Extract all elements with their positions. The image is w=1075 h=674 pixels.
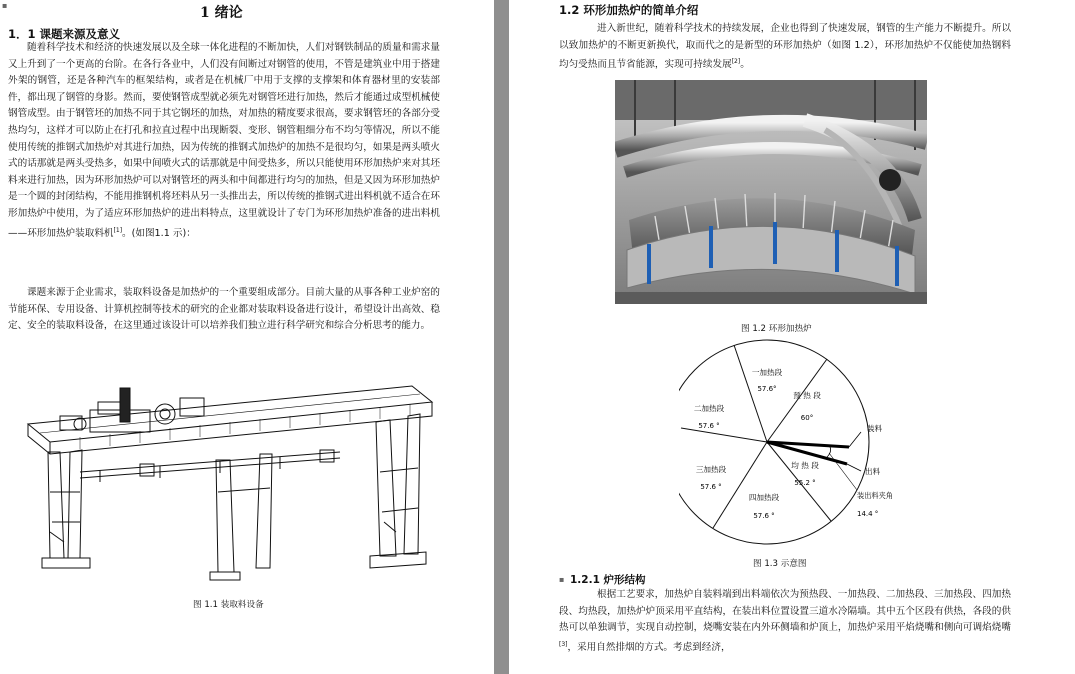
- bullet-icon: ▪: [559, 575, 565, 584]
- segment-label-1: 一加热段: [751, 368, 783, 377]
- paragraph-text: 根据工艺要求，加热炉自装料端到出料端依次为预热段、一加热段、二加热段、三加热段、四加热段、均热段，加热炉炉顶采用平直结构，在装出料位置设置三道水冷隔墙。其中五个区段有供热，各段的供热可以单独调节，实现自动控制，烧嘴安装在内外环侧墙和炉顶上，加热炉采用平焰烧嘴和侧向可调焰烧嘴: [559, 589, 1011, 634]
- reference: [1]: [113, 226, 123, 234]
- right-page: [509, 0, 1075, 674]
- discharge-label: 出料: [865, 467, 881, 476]
- segment-label-2: 预 热 段: [793, 391, 821, 400]
- page-gap: [494, 0, 509, 674]
- section-title: 1.2 环形加热炉的简单介绍: [559, 3, 699, 17]
- segment-angle-3: 55.2 °: [794, 479, 816, 487]
- left-page: [0, 0, 494, 674]
- segment-angle-4: 57.6 °: [753, 512, 775, 520]
- charge-label: 装料: [867, 424, 883, 433]
- paragraph-text: 。: [740, 59, 750, 71]
- segment-angle-1: 57.6°: [757, 385, 777, 393]
- segment-label-4: 四加热段: [748, 493, 780, 502]
- reference: [2]: [731, 58, 741, 66]
- gantry-loader-drawing: [20, 372, 440, 594]
- angle-value: 14.4 °: [857, 510, 879, 518]
- subsection-title: 1.2.1 炉形结构: [570, 574, 646, 586]
- figure-caption: 图 1.1 装取料设备: [193, 600, 264, 610]
- paragraph: [559, 587, 1011, 657]
- paragraph-text: 进入新世纪，随着科学技术的持续发展，企业也得到了快速发展，钢管的生产能力不断提升。所以以致加热炉的不断更新换代，取而代之的是新型的环形加热炉（如图 1.2），环形加热炉不仅能使加热钢料均匀受热而且节省能源，实现可持续发展: [559, 23, 1011, 71]
- segment-diagram: [679, 338, 1019, 550]
- ring-furnace-photo: [615, 80, 927, 304]
- paragraph: [8, 285, 440, 335]
- figure-caption: 图 1.3 示意图: [753, 559, 807, 569]
- chapter-title: 1 绪论: [200, 5, 243, 21]
- segment-label-6: 二加热段: [693, 404, 725, 413]
- paragraph: [8, 40, 440, 242]
- figure-caption: 图 1.2 环形加热炉: [741, 324, 812, 334]
- segment-angle-5: 57.6 °: [700, 483, 722, 491]
- angle-label: 装出料夹角: [857, 491, 893, 500]
- paragraph-text: 随着科学技术和经济的快速发展以及全球一体化进程的不断加快，人们对钢铁制品的质量和需求量又上升到了一个更高的台阶。在各行各业中，人们没有间断过对钢管的使用，不管是建筑业中用于搭建外架的钢管，还是各种汽车的框架结构，或者是在机械厂中用于支撑的支撑架和体育器材里的安装部件，都出现了钢管的身影。然而，要使钢管成型就必须先对钢管坯进行加热，然后才能通过成型机械使钢管成型。由于钢管坯的加热不同于其它钢坯的加热，对加热的精度要求很高，要求钢管坯的各部分受热均匀，这样才可以防止在打孔和拉直过程中出现断裂、变形、钢管粗细分布不均匀等情况，所以不能使用传统的推钢式加热炉对其进行加热，因为传统的推钢式加热炉的加热不是很均匀，如果是两头喷火式的话那就是两头受热多，如果中间喷火式的话那就是中间受热多，所以只能使用环形加热炉来对其坯料来进行加热，因为环形加热炉可以对钢管坯的两头和中间都进行均匀的加热，但是又因为环形加热炉是一个圆的封闭结构，不能用推钢机将坯料从另一头推出去，所以传统的推钢式进出料机就不适合在环形加热炉中使用，为了适应环形加热炉的进出料特点，这里就设计了专门为环形加热炉准备的进出料机——环形加热炉装取料机: [8, 42, 440, 239]
- section-title: 1．1 课题来源及意义: [8, 27, 121, 41]
- paragraph-text: 课题来源于企业需求，装取料设备是加热炉的一个重要组成部分。目前大量的从事各种工业炉窑的节能环保、专用设备、计算机控制等技术的研究的企业都对装取料设备进行设计，希望设计出高效、稳定、安全的装取料设备，在这里通过该设计可以培养我们独立进行科学研究和综合分析思考的能力。: [8, 287, 440, 332]
- paragraph-text: 。(如图1.1 示)：: [122, 227, 196, 239]
- segment-angle-6: 57.6 °: [698, 422, 720, 430]
- paragraph-text: ，采用自然排烟的方式。考虑到经济，: [567, 641, 731, 653]
- segment-label-5: 三加热段: [695, 465, 727, 474]
- segment-angle-2: 60°: [800, 414, 814, 422]
- segment-label-3: 均 热 段: [791, 461, 819, 470]
- paragraph-mark: ▪: [2, 1, 8, 10]
- reference: [3]: [559, 640, 568, 648]
- paragraph: [559, 21, 1011, 74]
